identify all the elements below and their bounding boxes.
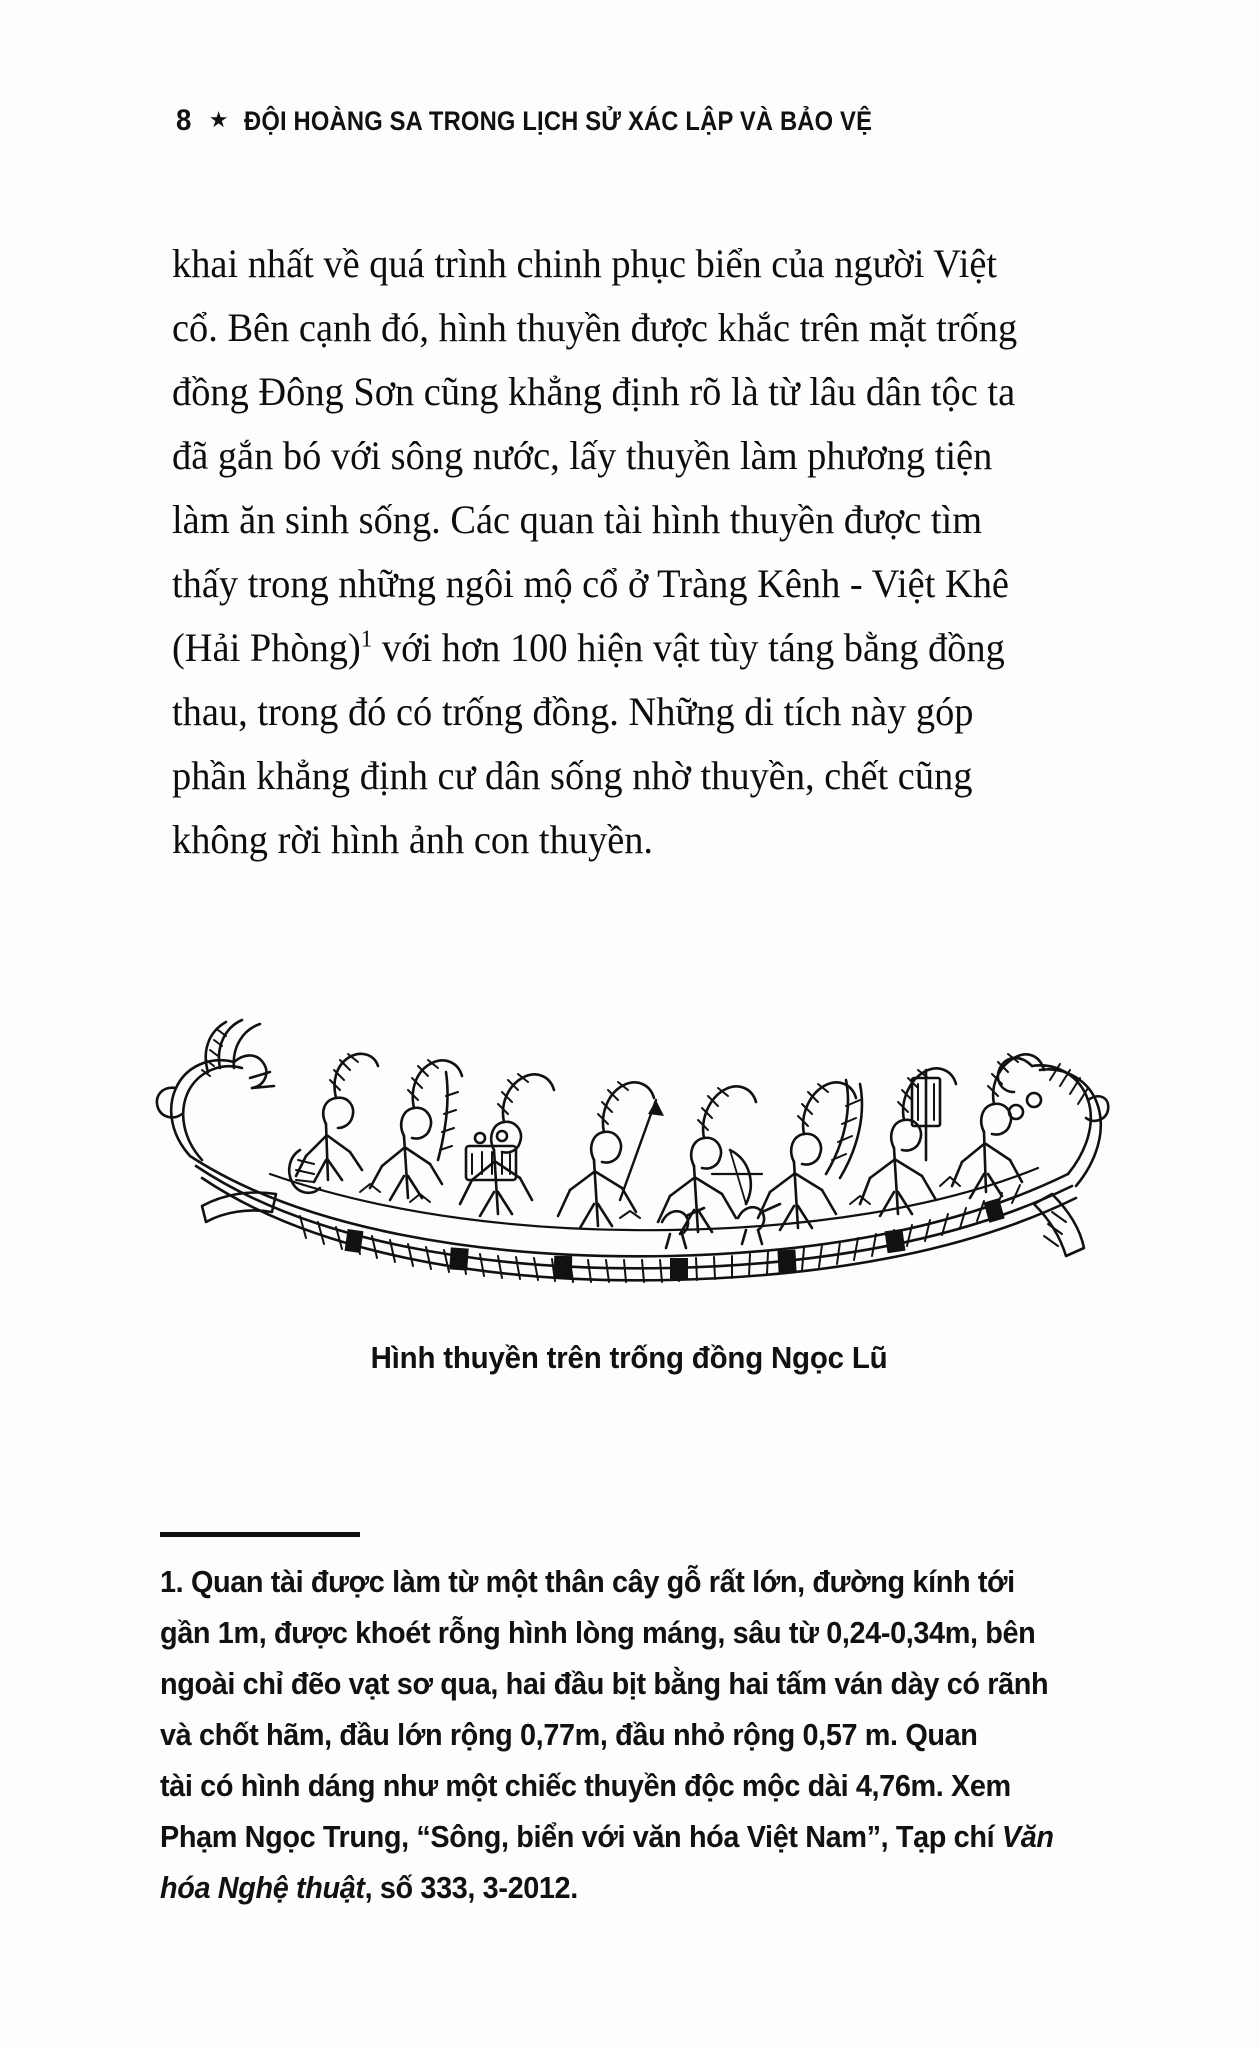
citation-journal-title: Văn [1001,1819,1054,1854]
footnote-line: ngoài chỉ đẽo vạt sơ qua, hai đầu bịt bằng hai tấm ván dày có rãnh [160,1666,1049,1701]
footnote-citation-line [160,1811,1090,1862]
figure-caption-text: Hình thuyền trên trống đồng Ngọc Lũ [371,1340,888,1375]
footnote-line: và chốt hãm, đầu lớn rộng 0,77m, đầu nhỏ rộng 0,57 m. Quan [160,1717,978,1752]
running-head-title: ĐỘI HOÀNG SA TRONG LỊCH SỬ XÁC LẬP VÀ BẢO VỆ [244,106,873,136]
body-line: thau, trong đó có trống đồng. Những di tích này góp [172,689,974,734]
footnote-block [160,1556,1160,1913]
body-line: phần khẳng định cư dân sống nhờ thuyền, chết cũng [172,753,973,798]
citation-text: Phạm Ngọc Trung, “Sông, biển với văn hóa Việt Nam”, Tạp chí [160,1819,1002,1854]
body-text-segment: (Hải Phòng) [172,625,361,670]
body-line: đồng Đông Sơn cũng khẳng định rõ là từ lâu dân tộc ta [172,369,1016,414]
running-head [176,104,958,138]
body-text-segment: với hơn 100 hiện vật tùy táng bằng đồng [372,625,1005,670]
footnote-line: tài có hình dáng như một chiếc thuyền độc mộc dài 4,76m. Xem [160,1768,1011,1803]
body-line: làm ăn sinh sống. Các quan tài hình thuyền được tìm [172,497,983,542]
body-line-with-footnote-ref [172,616,1132,680]
footnote-reference-marker: 1 [360,626,373,653]
body-line: cổ. Bên cạnh đó, hình thuyền được khắc trên mặt trống [172,305,1018,350]
body-paragraph [172,232,1172,872]
footnote-citation-line [160,1862,1090,1913]
star-icon: ★ [208,107,229,132]
figure-caption [0,1340,1259,1376]
body-line: không rời hình ảnh con thuyền. [172,817,654,862]
citation-text: , số 333, 3-2012. [364,1870,578,1905]
body-line: thấy trong những ngôi mộ cổ ở Tràng Kênh - Việt Khê [172,561,1009,606]
body-line: khai nhất về quá trình chinh phục biển của người Việt [172,241,998,286]
footnote-line: 1. Quan tài được làm từ một thân cây gỗ rất lớn, đường kính tới [160,1564,1015,1599]
citation-journal-title: hóa Nghệ thuật [160,1870,365,1905]
dong-son-drum-boat-engraving [150,960,1110,1290]
page-number: 8 [176,104,192,137]
body-line: đã gắn bó với sông nước, lấy thuyền làm phương tiện [172,433,993,478]
footnote-line: gần 1m, được khoét rỗng hình lòng máng, sâu từ 0,24-0,34m, bên [160,1615,1036,1650]
footnote-separator-rule [160,1532,360,1537]
